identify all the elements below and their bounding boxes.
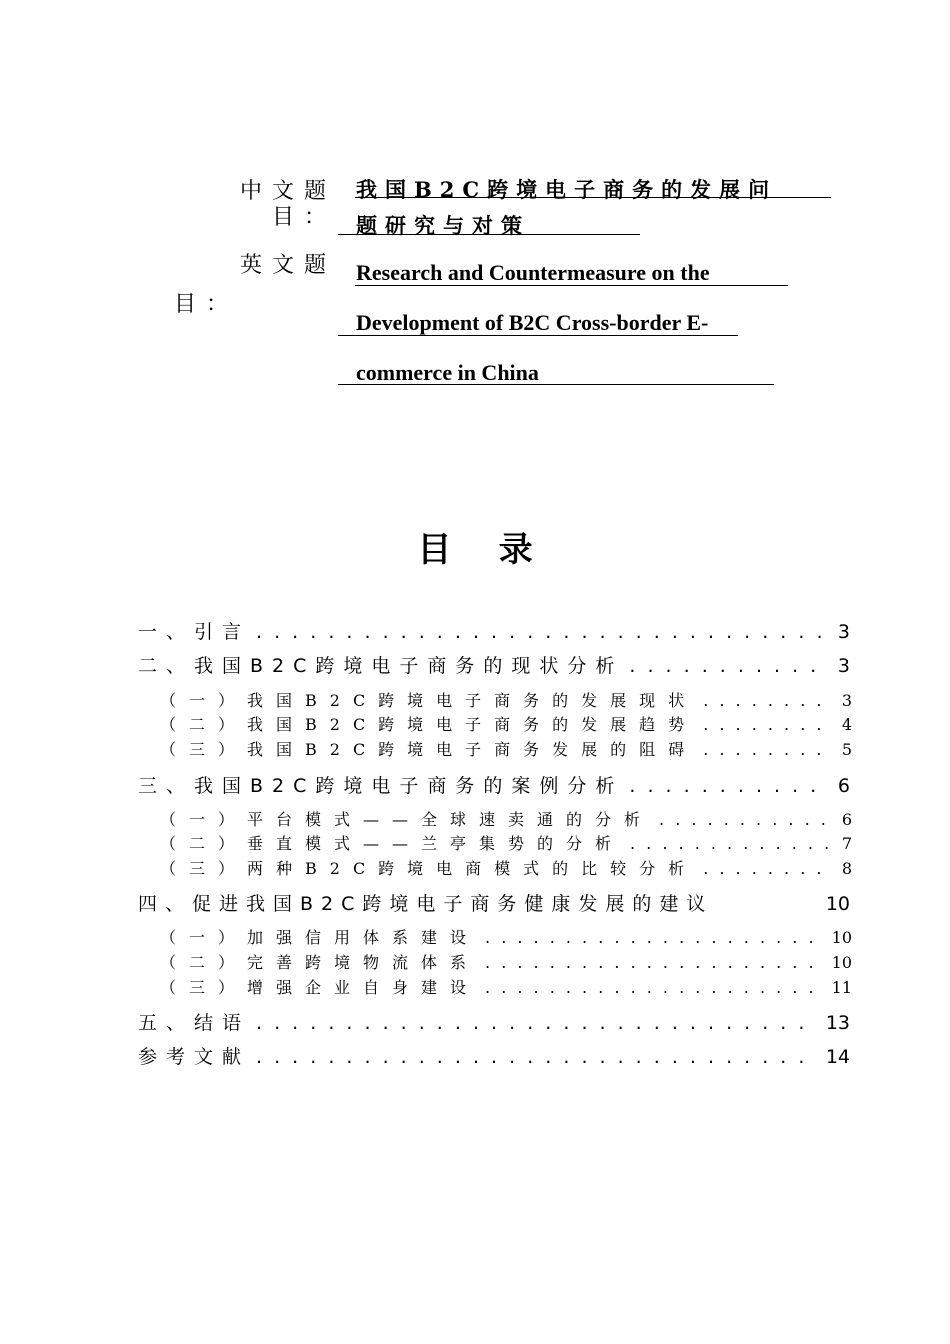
chinese-title-label-line2: 目：: [272, 205, 337, 230]
title-underline: [338, 335, 738, 336]
toc-entry-page: 10: [825, 893, 850, 915]
toc-leader-dots: [256, 1046, 808, 1068]
toc-entry[interactable]: [160, 807, 852, 830]
toc-entry[interactable]: [160, 925, 852, 948]
toc-entry[interactable]: [160, 950, 852, 973]
toc-entry-title: 五、结语: [138, 1012, 251, 1034]
toc-entry-page: 6: [837, 775, 850, 797]
toc-leader-dots: [703, 691, 832, 710]
toc-entry-page: 10: [831, 928, 852, 947]
title-underline: [355, 285, 788, 286]
toc-leader-dots: [485, 928, 814, 947]
english-title-label-line2: 目：: [174, 292, 239, 317]
chinese-title-label-line1: 中文题: [240, 179, 337, 204]
toc-entry-title: （三）两种B2C跨境电商模式的比较分析: [160, 859, 698, 878]
toc-entry[interactable]: [138, 1042, 850, 1069]
toc-leader-dots: [630, 834, 832, 853]
toc-entry-page: 6: [841, 810, 852, 829]
title-underline: [338, 384, 774, 385]
toc-leader-dots: [629, 655, 828, 677]
toc-entry[interactable]: [138, 771, 850, 798]
toc-leader-dots: [256, 1012, 808, 1034]
toc-entry-page: 10: [831, 953, 852, 972]
toc-entry-title: （一）平台模式——全球速卖通的分析: [160, 810, 654, 829]
toc-entry-title: （一）加强信用体系建设: [160, 928, 480, 947]
toc-entry-page: 3: [837, 621, 850, 643]
toc-entry-title: 参考文献: [138, 1046, 251, 1068]
toc-leader-dots: [629, 775, 828, 797]
toc-entry-title: 三、我国B2C跨境电子商务的案例分析: [138, 775, 624, 797]
title-underline: [355, 197, 831, 198]
toc-entry-title: （三）增强企业自身建设: [160, 978, 480, 997]
toc-entry-page: 13: [825, 1012, 850, 1034]
toc-entry-page: 3: [837, 655, 850, 677]
chinese-title-line1: 我国B2C跨境电子商务的发展问: [356, 177, 778, 202]
toc-heading: 目 录: [417, 530, 533, 570]
toc-leader-dots: [703, 715, 832, 734]
english-title-line1: Research and Countermeasure on the: [356, 260, 710, 285]
toc-entry[interactable]: [160, 831, 852, 854]
toc-entry[interactable]: [160, 856, 852, 879]
toc-leader-dots: [485, 978, 814, 997]
toc-entry[interactable]: [160, 975, 852, 998]
chinese-title-line2: 题研究与对策: [356, 213, 530, 238]
toc-entry[interactable]: [138, 889, 850, 916]
toc-entry[interactable]: [160, 712, 852, 735]
english-title-label-line1: 英文题: [240, 253, 337, 278]
toc-entry-page: 4: [841, 715, 852, 734]
toc-entry[interactable]: [160, 688, 852, 711]
toc-entry-title: （一）我国B2C跨境电子商务的发展现状: [160, 691, 698, 710]
toc-entry-page: 3: [841, 691, 852, 710]
toc-entry-title: 四、促进我国B2C跨境电子商务健康发展的建议: [138, 893, 714, 915]
toc-entry[interactable]: [138, 617, 850, 644]
toc-leader-dots: [703, 859, 832, 878]
toc-entry-page: 7: [841, 834, 852, 853]
toc-entry-title: （二）我国B2C跨境电子商务的发展趋势: [160, 715, 698, 734]
title-underline: [338, 234, 640, 235]
toc-entry-title: （二）垂直模式——兰亭集势的分析: [160, 834, 625, 853]
toc-entry[interactable]: [138, 1008, 850, 1035]
toc-entry-title: 二、我国B2C跨境电子商务的现状分析: [138, 655, 624, 677]
toc-entry-page: 14: [825, 1046, 850, 1068]
toc-entry-page: 5: [841, 740, 852, 759]
toc-entry-title: （二）完善跨境物流体系: [160, 953, 480, 972]
toc-leader-dots: [659, 810, 832, 829]
toc-entry[interactable]: [138, 651, 850, 678]
toc-entry-title: （三）我国B2C跨境电子商务发展的阻碍: [160, 740, 698, 759]
toc-entry-title: 一、引言: [138, 621, 251, 643]
english-title-line2: Development of B2C Cross-border E-: [356, 310, 709, 335]
toc-entry-page: 11: [831, 978, 852, 997]
toc-entry-page: 8: [841, 859, 852, 878]
english-title-line3: commerce in China: [356, 360, 539, 385]
toc-leader-dots: [703, 740, 832, 759]
toc-leader-dots: [485, 953, 814, 972]
toc-leader-dots: [256, 621, 828, 643]
toc-entry[interactable]: [160, 737, 852, 760]
